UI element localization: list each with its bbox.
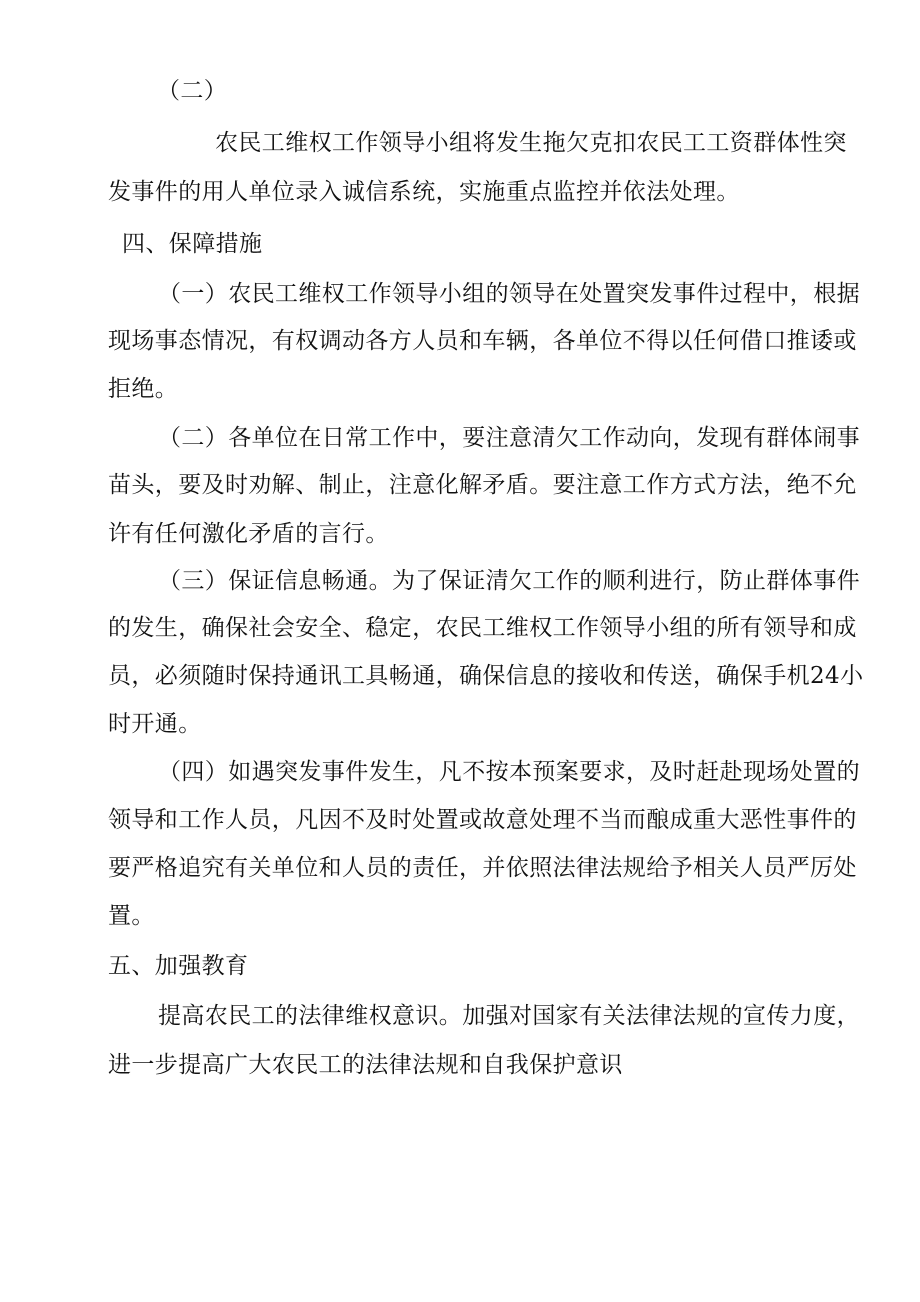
paragraph-line: （一）农民工维权工作领导小组的领导在处置突发事件过程中，根据 (158, 281, 860, 307)
paragraph-line: （二）各单位在日常工作中，要注意清欠工作动向，发现有群体闹事 (158, 425, 860, 451)
paragraph-line: 许有任何激化矛盾的言行。 (108, 521, 389, 547)
paragraph-line: 苗头，要及时劝解、制止，注意化解矛盾。要注意工作方式方法，绝不允 (108, 472, 857, 498)
paragraph-line: 拒绝。 (108, 376, 179, 402)
paragraph-line: 提高农民工的法律维权意识。加强对国家有关法律法规的宣传力度， (158, 1003, 860, 1029)
paragraph-line: 置。 (108, 903, 155, 929)
subsection-heading: （二） (157, 78, 228, 104)
paragraph-line: 员，必须随时保持通讯工具畅通，确保信息的接收和传送，确保手机24小 (108, 663, 864, 689)
paragraph-line: （四）如遇突发事件发生，凡不按本预案要求，及时赶赴现场处置的 (158, 759, 860, 785)
section-heading: 四、保障措施 (122, 231, 263, 257)
paragraph-line: 进一步提高广大农民工的法律法规和自我保护意识 (108, 1052, 623, 1078)
paragraph-line: 时开通。 (108, 711, 202, 737)
paragraph-line: 农民工维权工作领导小组将发生拖欠克扣农民工工资群体性突 (215, 130, 847, 156)
paragraph-line: （三）保证信息畅通。为了保证清欠工作的顺利进行，防止群体事件 (158, 568, 860, 594)
paragraph-line: 现场事态情况，有权调动各方人员和车辆，各单位不得以任何借口推诿或 (108, 328, 857, 354)
paragraph-line: 的发生，确保社会安全、稳定，农民工维权工作领导小组的所有领导和成 (108, 615, 857, 641)
paragraph-line: 发事件的用人单位录入诚信系统，实施重点监控并依法处理。 (108, 179, 740, 205)
section-heading: 五、加强教育 (108, 953, 249, 979)
paragraph-line: 要严格追究有关单位和人员的责任，并依照法律法规给予相关人员严厉处 (108, 855, 857, 881)
paragraph-line: 领导和工作人员，凡因不及时处置或故意处理不当而酿成重大恶性事件的 (108, 807, 857, 833)
